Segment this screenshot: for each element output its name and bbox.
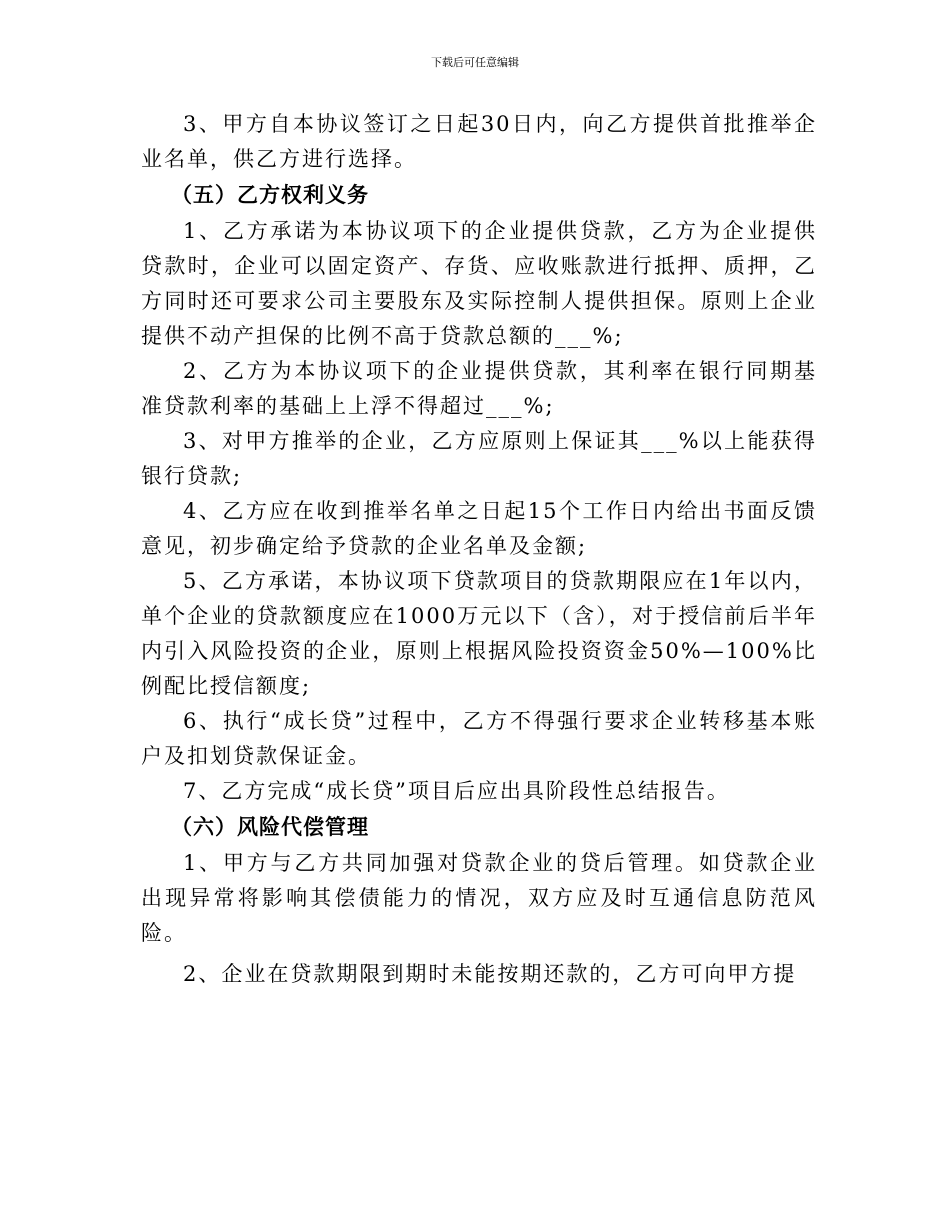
paragraph-b5: 5、乙方承诺，本协议项下贷款项目的贷款期限应在1年以内，单个企业的贷款额度应在1000万元以下（含），对于授信前后半年内引入风险投资的企业，原则上根据风险投资资金50%—100%比例配比授信额度; xyxy=(141,569,817,698)
paragraph-b7: 7、乙方完成“成长贷”项目后应出具阶段性总结报告。 xyxy=(183,779,730,803)
paragraph-c1: 1、甲方与乙方共同加强对贷款企业的贷后管理。如贷款企业出现异常将影响其偿债能力的情况，双方应及时互通信息防范风险。 xyxy=(141,851,817,945)
paragraph-c2: 2、企业在贷款期限到期时未能按期还款的，乙方可向甲方提 xyxy=(183,962,797,986)
page-header: 下载后可任意编辑 xyxy=(431,56,519,69)
paragraph-b6: 6、执行“成长贷”过程中，乙方不得强行要求企业转移基本账户及扣划贷款保证金。 xyxy=(141,709,817,768)
document-body xyxy=(141,107,817,992)
paragraph-b1: 1、乙方承诺为本协议项下的企业提供贷款，乙方为企业提供贷款时，企业可以固定资产、存货、应收账款进行抵押、质押，乙方同时还可要求公司主要股东及实际控制人提供担保。原则上企业提供不动产担保的比例不高于贷款总额的___%; xyxy=(141,219,817,348)
section-heading-6: （六）风险代偿管理 xyxy=(171,815,369,839)
paragraph-b3: 3、对甲方推举的企业，乙方应原则上保证其___%以上能获得银行贷款; xyxy=(141,429,817,488)
paragraph-b4: 4、乙方应在收到推举名单之日起15个工作日内给出书面反馈意见，初步确定给予贷款的企业名单及金额; xyxy=(141,499,817,558)
paragraph-3-first-batch: 3、甲方自本协议签订之日起30日内，向乙方提供首批推举企业名单，供乙方进行选择。 xyxy=(141,112,817,171)
section-heading-5: （五）乙方权利义务 xyxy=(171,183,369,207)
paragraph-b2: 2、乙方为本协议项下的企业提供贷款，其利率在银行同期基准贷款利率的基础上上浮不得超过___%; xyxy=(141,359,817,418)
